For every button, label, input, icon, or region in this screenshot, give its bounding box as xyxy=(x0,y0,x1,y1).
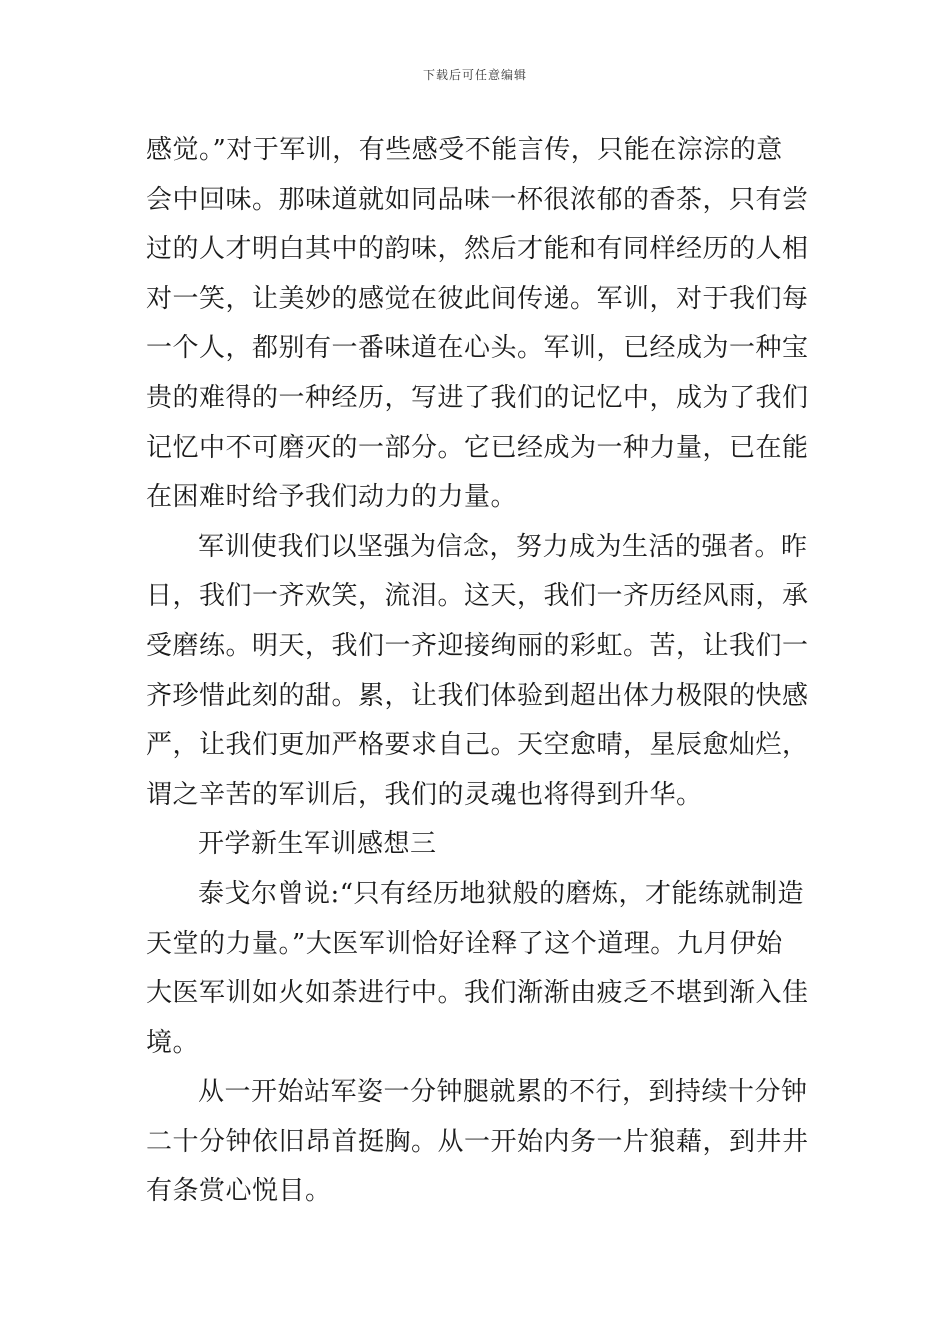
text-line: 天堂的力量。”大医军训恰好诠释了这个道理。九月伊始 xyxy=(146,928,783,959)
text-line: 在困难时给予我们动力的力量。 xyxy=(146,482,518,513)
text-line: 感觉。”对于军训，有些感受不能言传，只能在淙淙的意 xyxy=(146,135,783,165)
text-line: 受磨练。明天，我们一齐迎接绚丽的彩虹。苦，让我们一 xyxy=(146,630,809,661)
text-line: 有条赏心悦目。 xyxy=(146,1176,332,1207)
document-body xyxy=(146,126,809,1217)
page-header: 下载后可任意编辑 xyxy=(422,68,527,82)
paragraph-start-line: 从一开始站军姿一分钟腿就累的不行，到持续十分钟 xyxy=(198,1077,808,1108)
text-line: 境。 xyxy=(146,1027,200,1058)
text-line: 日，我们一齐欢笑，流泪。这天，我们一齐历经风雨，承 xyxy=(146,581,809,612)
paragraph-start-line: 泰戈尔曾说:“只有经历地狱般的磨炼，才能练就制造 xyxy=(198,878,805,909)
text-line: 一个人，都别有一番味道在心头。军训，已经成为一种宝 xyxy=(146,333,809,364)
text-line: 对一笑，让美妙的感觉在彼此间传递。军训，对于我们每 xyxy=(146,283,809,314)
text-line: 会中回味。那味道就如同品味一杯很浓郁的香茶，只有尝 xyxy=(146,184,809,215)
text-line: 大医军训如火如荼进行中。我们渐渐由疲乏不堪到渐入佳 xyxy=(146,978,809,1009)
text-line: 谓之辛苦的军训后，我们的灵魂也将得到升华。 xyxy=(146,779,703,810)
section-heading: 开学新生军训感想三 xyxy=(198,829,437,860)
text-line: 齐珍惜此刻的甜。累，让我们体验到超出体力极限的快感 xyxy=(146,680,809,711)
text-line: 严，让我们更加严格要求自己。天空愈晴，星辰愈灿烂， xyxy=(146,730,809,761)
paragraph-start-line: 军训使我们以坚强为信念，努力成为生活的强者。昨 xyxy=(198,531,808,562)
text-line: 二十分钟依旧昂首挺胸。从一开始内务一片狼藉，到井井 xyxy=(146,1126,809,1157)
text-line: 贵的难得的一种经历，写进了我们的记忆中，成为了我们 xyxy=(146,382,809,413)
text-line: 记忆中不可磨灭的一部分。它已经成为一种力量，已在能 xyxy=(146,432,809,463)
text-line: 过的人才明白其中的韵味，然后才能和有同样经历的人相 xyxy=(146,234,809,265)
